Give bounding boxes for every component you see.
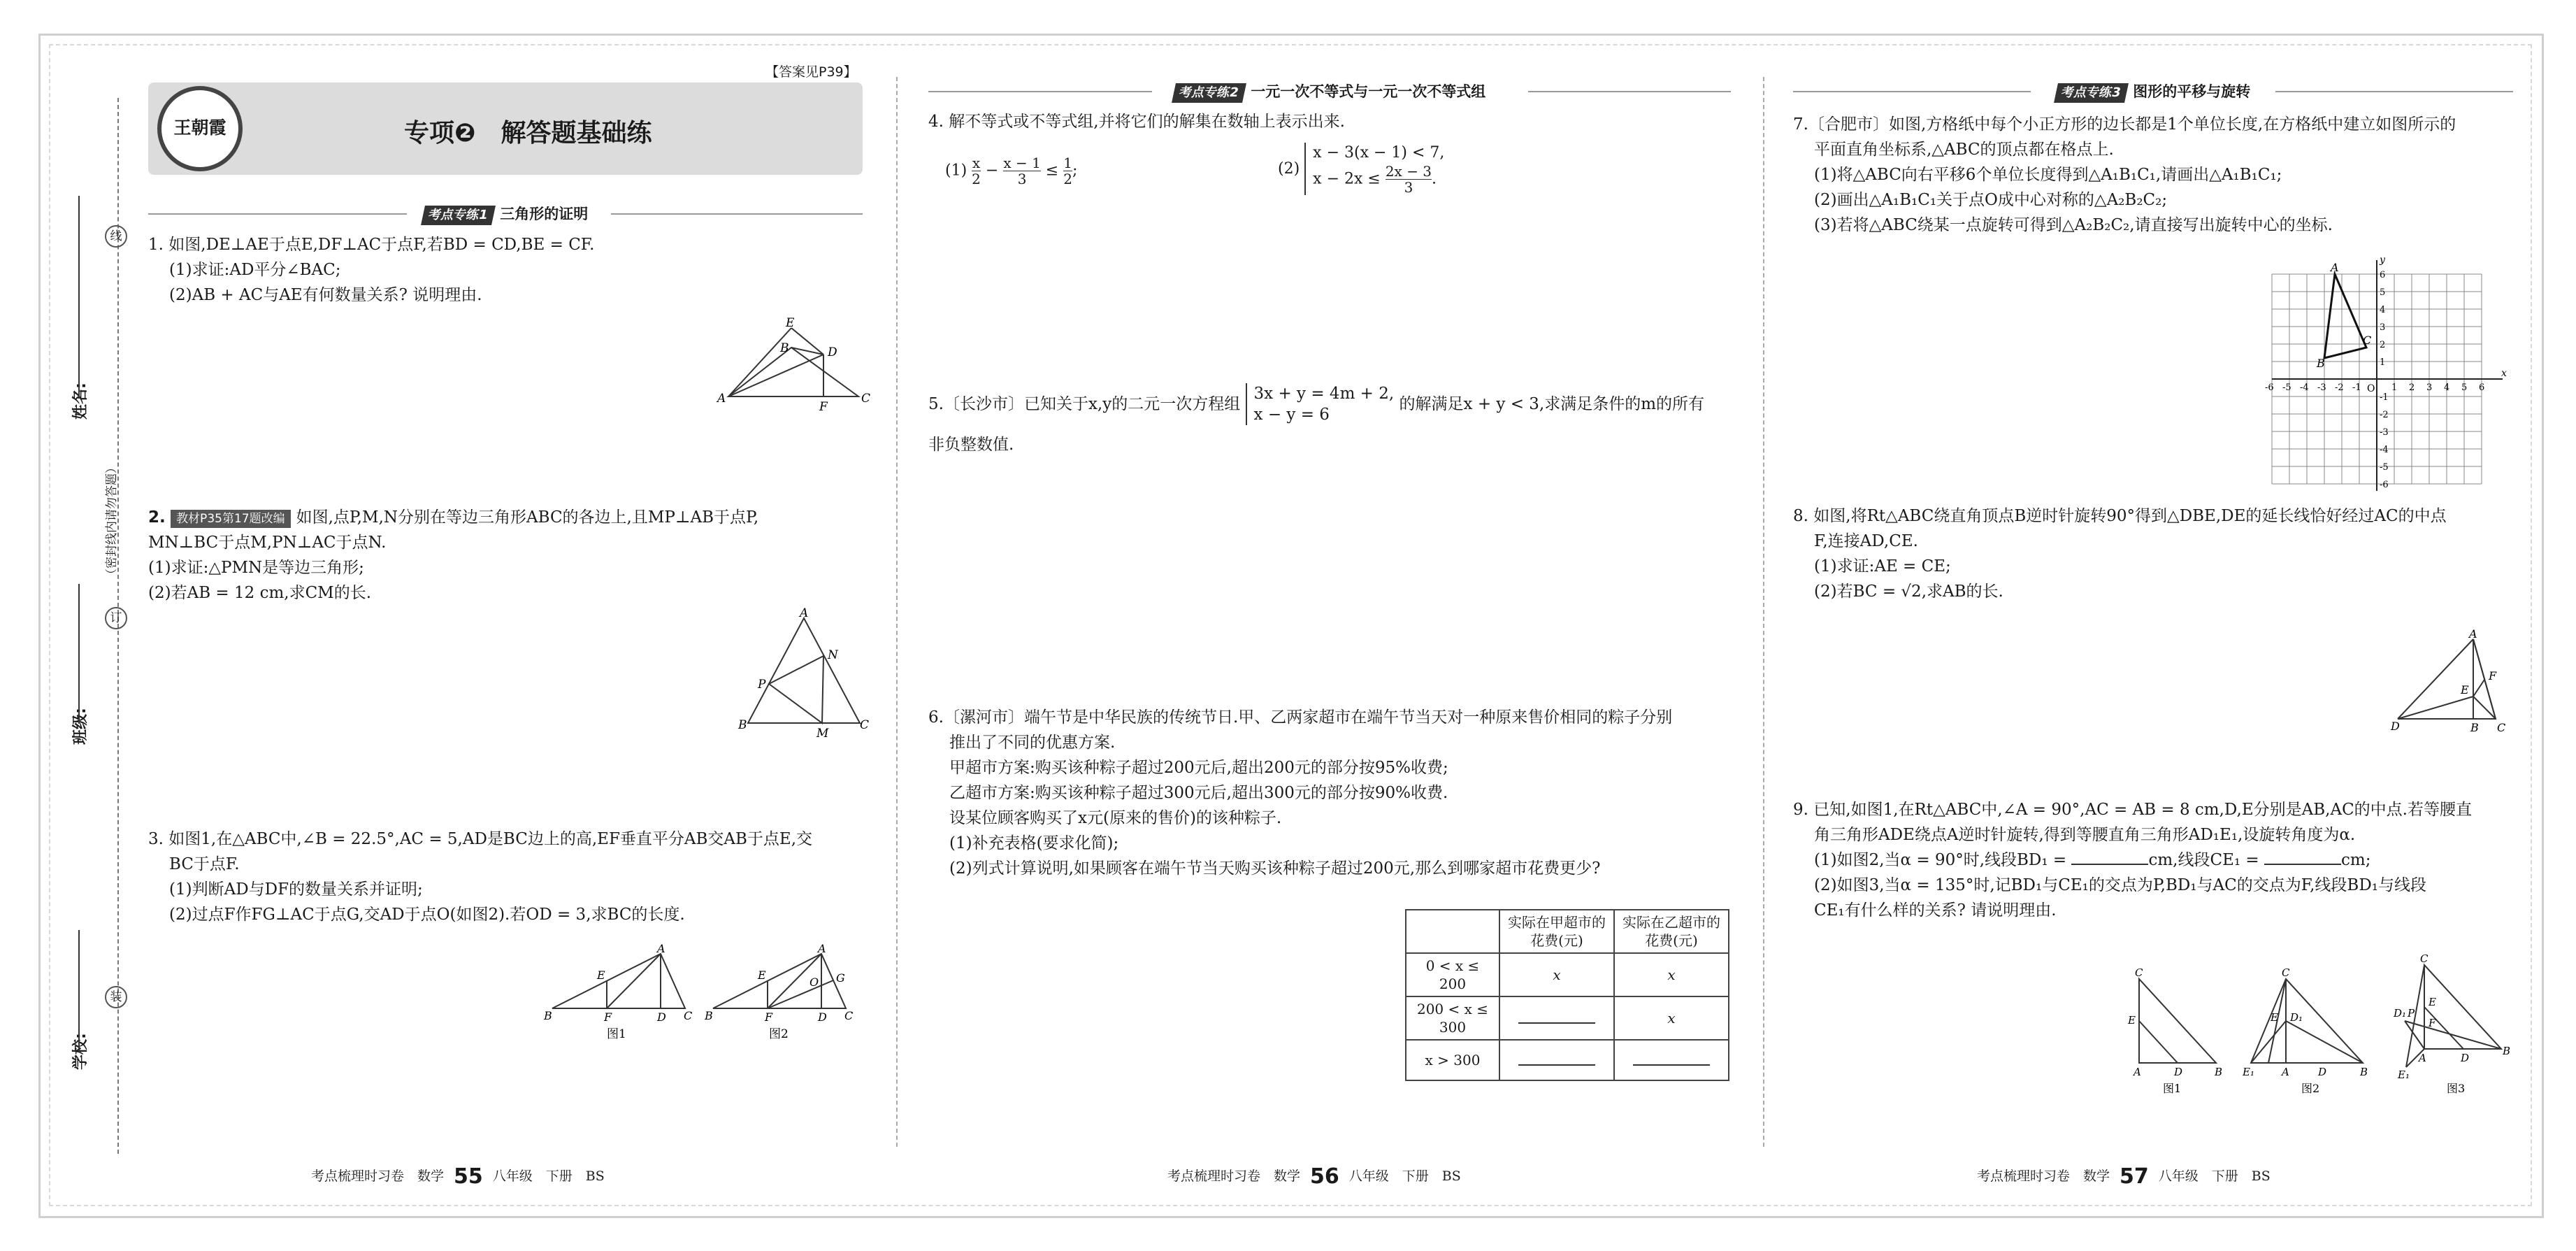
q4-part-2 bbox=[1278, 143, 1444, 195]
q3-line-4: (2)过点F作FG⊥AC于点G,交AD于点O(如图2).若OD = 3,求BC的长度. bbox=[169, 906, 685, 924]
q9-fig2-a: A bbox=[2282, 1066, 2289, 1078]
grid-x-tick-label: 3 bbox=[2426, 383, 2433, 393]
grid-x-tick-label: 5 bbox=[2461, 383, 2468, 393]
q9-fig3-bd1 bbox=[2405, 1021, 2501, 1049]
q7-line-1: 7.〔合肥市〕如图,方格纸中每个小正方形的边长都是1个单位长度,在方格纸中建立如图所示的 bbox=[1793, 115, 2456, 134]
q9-fig1-e: E bbox=[2128, 1014, 2136, 1027]
grid-y-tick-label: 4 bbox=[2380, 305, 2386, 315]
section-1-rule-left bbox=[148, 213, 407, 215]
grid-y-tick-label: 5 bbox=[2380, 287, 2386, 298]
q3-fig2-d: D bbox=[818, 1010, 827, 1024]
q6-table-r3-yi-blank[interactable] bbox=[1614, 1040, 1729, 1080]
section-3-bar bbox=[1793, 82, 2513, 101]
q6-table-r3-range: x > 300 bbox=[1406, 1040, 1499, 1080]
q9-fig3-a: A bbox=[2419, 1052, 2426, 1064]
section-3-title: 图形的平移与旋转 bbox=[2133, 83, 2251, 100]
grid-y-tick-label: -2 bbox=[2380, 410, 2389, 420]
q9-fig3-d1: D₁ bbox=[2394, 1007, 2407, 1020]
q4-frac-3 bbox=[1063, 155, 1072, 187]
q4-frac-4-den: 3 bbox=[1386, 179, 1432, 195]
q8-label-e: E bbox=[2461, 683, 2469, 696]
q9-fig1-caption: 图1 bbox=[2163, 1082, 2182, 1095]
q9-fig1-c: C bbox=[2135, 966, 2143, 979]
q4-frac-3-num: 1 bbox=[1063, 155, 1072, 171]
grid-y-tick-label: -4 bbox=[2380, 445, 2389, 455]
q2-line-1 bbox=[148, 505, 758, 530]
q6-table-h2: 实际在乙超市的花费(元) bbox=[1614, 910, 1729, 953]
q3-fig2-g: G bbox=[836, 971, 845, 985]
logo-badge bbox=[157, 86, 243, 171]
q1-triangle bbox=[728, 348, 858, 396]
q1-label-a: A bbox=[717, 392, 726, 406]
grid-y-tick-label: -6 bbox=[2380, 480, 2389, 490]
section-2-bar bbox=[928, 82, 1731, 101]
answer-reference: 【答案见P39】 bbox=[765, 64, 857, 80]
q8-label-a: A bbox=[2469, 627, 2477, 641]
q8-label-f: F bbox=[2489, 669, 2497, 682]
q9-fig2-bd1 bbox=[2286, 1021, 2363, 1063]
q4-frac-4 bbox=[1386, 164, 1432, 195]
q1-label-c: C bbox=[861, 392, 871, 406]
q8-label-c: C bbox=[2497, 721, 2506, 734]
q9-fig2-e: E bbox=[2271, 1011, 2278, 1024]
q9-blank-ce1[interactable] bbox=[2264, 850, 2341, 865]
q4-system bbox=[1304, 143, 1444, 195]
q3-fig1-e: E bbox=[597, 968, 605, 982]
q2-number: 2. bbox=[148, 508, 166, 527]
name-label: 姓名: bbox=[72, 383, 89, 420]
q3-fig2-f: F bbox=[765, 1010, 773, 1024]
q4-part-1: (1) $\frac{x}{2}$ − $\frac{x - 1}{3}$ ≤ $\frac{1}{2}$ ; bbox=[945, 155, 1078, 187]
q3-line-3: (1)判断AD与DF的数量关系并证明; bbox=[169, 880, 423, 899]
q6-table-row-1 bbox=[1406, 953, 1729, 996]
q6-table bbox=[1405, 909, 1729, 1081]
q2-line-2: MN⊥BC于点M,PN⊥AC于点N. bbox=[148, 534, 387, 552]
q9-fig3-b: B bbox=[2503, 1045, 2511, 1057]
q1-label-e: E bbox=[786, 316, 795, 330]
q1-ad-line bbox=[728, 355, 823, 396]
q6-table-row-3 bbox=[1406, 1040, 1729, 1080]
q3-line-2: BC于点F. bbox=[169, 855, 240, 873]
q9-fig1-d: D bbox=[2174, 1066, 2183, 1078]
q1-ae-line bbox=[728, 328, 791, 396]
q9-fig2-caption: 图2 bbox=[2301, 1082, 2320, 1095]
section-3-rule-right bbox=[2275, 91, 2513, 92]
q4-sys-line-2: x − 2x ≤ $\frac{2x - 3}{3}$ . bbox=[1313, 163, 1437, 196]
q7-label-a: A bbox=[2331, 261, 2339, 274]
footer-55-number: 55 bbox=[454, 1164, 483, 1189]
q9-fig1-de bbox=[2139, 1021, 2178, 1063]
q6-table-r1-yi: x bbox=[1614, 953, 1729, 996]
q9-fig1-b: B bbox=[2215, 1066, 2223, 1078]
grid-x-tick-label: 2 bbox=[2409, 383, 2415, 393]
q6-table-header bbox=[1406, 910, 1729, 953]
q2-label-a: A bbox=[800, 606, 809, 620]
q9-fig2-d1: D₁ bbox=[2290, 1011, 2303, 1024]
q6-table-row-2 bbox=[1406, 996, 1729, 1040]
class-line bbox=[78, 584, 80, 724]
grid-y-tick-label: 1 bbox=[2380, 357, 2386, 368]
q2-label-m: M bbox=[816, 727, 829, 741]
q8-line-1: 8. 如图,将Rt△ABC绕直角顶点B逆时针旋转90°得到△DBE,DE的延长线恰好经过AC的中点 bbox=[1793, 507, 2447, 525]
q4-frac-4-num: 2x − 3 bbox=[1385, 163, 1432, 180]
grid-y-tick-label: 6 bbox=[2380, 270, 2386, 280]
section-2-title: 一元一次不等式与一元一次不等式组 bbox=[1251, 83, 1486, 100]
seal-char-2: 订 bbox=[105, 607, 127, 629]
q1-figure bbox=[713, 316, 871, 416]
q4-sys-line-2-left: x − 2x ≤ bbox=[1313, 170, 1386, 188]
q9-fig2-e1d1 bbox=[2251, 1021, 2286, 1063]
q1-label-f: F bbox=[819, 400, 828, 414]
q1-line-3: (2)AB + AC与AE有何数量关系? 说明理由. bbox=[169, 286, 482, 304]
q3-fig2-a: A bbox=[818, 942, 826, 955]
q9-line-3b: cm,线段CE₁ = bbox=[2148, 851, 2264, 869]
q3-fig1-c: C bbox=[684, 1009, 693, 1022]
footer-55-book: 考点梳理时习卷 数学 bbox=[311, 1168, 445, 1184]
q9-fig3-f: F bbox=[2429, 1017, 2436, 1029]
q8-line-4: (2)若BC = √2,求AB的长. bbox=[1814, 582, 2003, 601]
q2-figure bbox=[734, 606, 870, 743]
footer-57-grade: 八年级 下册 BS bbox=[2158, 1168, 2271, 1184]
q7-line-5: (3)若将△ABC绕某一点旋转可得到△A₂B₂C₂,请直接写出旋转中心的坐标. bbox=[1814, 216, 2333, 234]
q5-line-1: 5.〔长沙市〕已知关于x,y的二元一次方程组 bbox=[928, 395, 1241, 413]
seal-char-3: 线 bbox=[105, 225, 127, 248]
q9-line-2: 角三角形ADE绕点A逆时针旋转,得到等腰直角三角形AD₁E₁,设旋转角度为α. bbox=[1814, 826, 2356, 844]
q9-fig2-b: B bbox=[2360, 1066, 2368, 1078]
q6-table-r1-jia: x bbox=[1499, 953, 1614, 996]
q5-eq-1: 3x + y = 4m + 2, bbox=[1253, 385, 1395, 403]
q1-label-b: B bbox=[780, 341, 789, 355]
footer-page-55 bbox=[311, 1164, 605, 1189]
question-9 bbox=[1793, 797, 2472, 923]
q4-frac-3-den: 2 bbox=[1063, 171, 1072, 187]
question-1 bbox=[148, 232, 595, 308]
q5-system bbox=[1246, 383, 1395, 425]
q5-eq-2: x − y = 6 bbox=[1253, 406, 1330, 424]
column-divider-1 bbox=[896, 77, 898, 1147]
grid-y-tick-label: -1 bbox=[2380, 392, 2389, 403]
q8-line-2: F,连接AD,CE. bbox=[1814, 532, 1918, 550]
page-title: 专项❷ 解答题基础练 bbox=[404, 119, 652, 148]
footer-55-grade: 八年级 下册 BS bbox=[492, 1168, 605, 1184]
grid-y-tick-label: 2 bbox=[2380, 340, 2386, 350]
q3-fig1-triangle bbox=[552, 954, 685, 1008]
q6-blank-1 bbox=[1518, 1008, 1595, 1024]
q4-frac-2 bbox=[1003, 155, 1040, 187]
q2-triangle-pmn bbox=[769, 656, 823, 723]
q7-triangle-abc bbox=[2324, 274, 2366, 358]
q9-fig2-c: C bbox=[2282, 966, 2290, 979]
q4-frac-1-den: 2 bbox=[972, 171, 981, 187]
q2-label-p: P bbox=[758, 678, 766, 692]
footer-page-57 bbox=[1977, 1164, 2271, 1189]
q6-table-r2-range: 200 < x ≤ 300 bbox=[1406, 996, 1499, 1040]
section-1-bar bbox=[148, 204, 863, 224]
grid-x-tick-label: 4 bbox=[2444, 383, 2450, 393]
q9-fig1-triangle bbox=[2139, 979, 2216, 1063]
q4-frac-1 bbox=[972, 155, 981, 187]
q3-fig2-o: O bbox=[810, 975, 819, 989]
school-line bbox=[78, 930, 80, 1052]
q6-blank-2 bbox=[1518, 1050, 1595, 1066]
q3-fig1-d: D bbox=[657, 1010, 666, 1024]
section-1-title: 三角形的证明 bbox=[500, 206, 589, 222]
footer-57-number: 57 bbox=[2120, 1164, 2149, 1189]
q8-label-d: D bbox=[2391, 720, 2400, 733]
q4-p1-label: (1) bbox=[945, 162, 967, 180]
q6-table-r1-range: 0 < x ≤ 200 bbox=[1406, 953, 1499, 996]
q3-fig1-f: F bbox=[604, 1010, 612, 1024]
q6-table-r3-jia-blank[interactable] bbox=[1499, 1040, 1614, 1080]
question-4 bbox=[928, 109, 1345, 134]
q9-fig2-triangle bbox=[2251, 979, 2363, 1063]
q7-line-4: (2)画出△A₁B₁C₁关于点O成中心对称的△A₂B₂C₂; bbox=[1814, 191, 2168, 209]
logo-text: 王朝霞 bbox=[173, 117, 226, 138]
q6-line-1: 6.〔漯河市〕端午节是中华民族的传统节日.甲、乙两家超市在端午节当天对一种原来售价相同的粽子分别 bbox=[928, 708, 1673, 727]
footer-page-56 bbox=[1167, 1164, 1461, 1189]
q6-line-7: (2)列式计算说明,如果顾客在端午节当天购买该种粽子超过200元,那么到哪家超市花费更少? bbox=[949, 859, 1601, 878]
q5-line-3: 非负整数值. bbox=[928, 436, 1014, 454]
q9-fig3-d: D bbox=[2461, 1052, 2470, 1064]
q9-line-5: CE₁有什么样的关系? 请说明理由. bbox=[1814, 901, 2057, 920]
seal-char-1: 装 bbox=[105, 986, 127, 1008]
grid-y-tick-label: -5 bbox=[2380, 462, 2389, 473]
q9-line-3c: cm; bbox=[2341, 851, 2371, 869]
q8-ad-line bbox=[2398, 639, 2473, 719]
q3-figures bbox=[538, 942, 867, 1043]
q7-coordinate-grid bbox=[2265, 253, 2510, 491]
grid-x-tick-label: 1 bbox=[2391, 383, 2398, 393]
q4-frac-2-num: x − 1 bbox=[1003, 155, 1041, 171]
school-label: 学校: bbox=[72, 1033, 89, 1070]
section-3-tag: 考点专练3 bbox=[2054, 83, 2128, 103]
q8-figure bbox=[2391, 629, 2517, 734]
section-2-tag: 考点专练2 bbox=[1172, 83, 1246, 103]
q3-fig1-af bbox=[607, 954, 661, 1008]
q9-fig3-caption: 图3 bbox=[2447, 1082, 2466, 1095]
q9-line-4: (2)如图3,当α = 135°时,记BD₁与CE₁的交点为P,BD₁与AC的交点为F,线段BD₁与线段 bbox=[1814, 876, 2426, 894]
q2-triangle-abc bbox=[748, 618, 860, 723]
q7-line-2: 平面直角坐标系,△ABC的顶点都在格点上. bbox=[1814, 141, 2114, 159]
q4-sys-line-1: x − 3(x − 1) < 7, bbox=[1313, 144, 1445, 162]
q9-figures bbox=[2118, 950, 2524, 1096]
grid-x-tick-label: 6 bbox=[2479, 383, 2485, 393]
q9-fig1-a: A bbox=[2134, 1066, 2141, 1078]
seal-note: （密封线内请勿答题） bbox=[105, 462, 119, 580]
q9-fig3-p: P bbox=[2408, 1007, 2415, 1020]
name-line bbox=[78, 196, 80, 399]
grid-x-tick-label: -4 bbox=[2300, 383, 2309, 393]
q6-line-2: 推出了不同的优惠方案. bbox=[949, 734, 1116, 752]
q3-fig2-c: C bbox=[844, 1009, 854, 1022]
q3-fig1-a: A bbox=[657, 942, 665, 955]
grid-x-tick-label: -1 bbox=[2352, 383, 2361, 393]
footer-56-number: 56 bbox=[1310, 1164, 1339, 1189]
grid-y-tick-label: -3 bbox=[2380, 427, 2389, 438]
section-1-rule-right bbox=[611, 213, 863, 215]
q2-label-c: C bbox=[860, 718, 870, 732]
q8-line-3: (1)求证:AE = CE; bbox=[1814, 557, 1951, 576]
q6-table-corner bbox=[1406, 910, 1499, 953]
footer-57-book: 考点梳理时习卷 数学 bbox=[1977, 1168, 2110, 1184]
q6-table-h1: 实际在甲超市的花费(元) bbox=[1499, 910, 1614, 953]
q6-line-3: 甲超市方案:购买该种粽子超过200元后,超出200元的部分按95%收费; bbox=[949, 759, 1448, 777]
grid-x-tick-label: -2 bbox=[2335, 383, 2344, 393]
q9-fig3-e: E bbox=[2429, 996, 2436, 1008]
q3-fig2-triangle bbox=[713, 954, 846, 1008]
q1-label-d: D bbox=[828, 345, 837, 359]
q3-fig2-b: B bbox=[705, 1009, 713, 1022]
q4-frac-1-num: x bbox=[972, 155, 981, 171]
q9-fig2-e1: E₁ bbox=[2243, 1066, 2254, 1078]
question-8 bbox=[1793, 503, 2447, 604]
q2-line-3: (1)求证:△PMN是等边三角形; bbox=[148, 559, 364, 577]
q6-line-6: (1)补充表格(要求化简); bbox=[949, 834, 1119, 852]
q2-line-4: (2)若AB = 12 cm,求CM的长. bbox=[148, 584, 372, 602]
q7-origin-label: O bbox=[2367, 383, 2375, 394]
q4-frac-2-den: 3 bbox=[1003, 171, 1040, 187]
q9-line-3 bbox=[1793, 848, 2472, 873]
section-2-rule-left bbox=[928, 91, 1152, 92]
q3-fig1-b: B bbox=[544, 1009, 552, 1022]
footer-56-book: 考点梳理时习卷 数学 bbox=[1167, 1168, 1301, 1184]
q3-fig2-e: E bbox=[758, 968, 766, 982]
grid-x-tick-label: -6 bbox=[2265, 383, 2274, 393]
grid-x-tick-label: -5 bbox=[2282, 383, 2291, 393]
q7-label-c: C bbox=[2363, 334, 2372, 347]
q1-line-2: (1)求证:AD平分∠BAC; bbox=[169, 261, 341, 279]
q6-table-r2-yi: x bbox=[1614, 996, 1729, 1040]
question-5 bbox=[928, 383, 1704, 457]
q9-fig3-e1: E₁ bbox=[2398, 1068, 2410, 1081]
column-divider-2 bbox=[1763, 77, 1764, 1147]
q3-fig2-caption: 图2 bbox=[769, 1027, 789, 1041]
footer-56-grade: 八年级 下册 BS bbox=[1348, 1168, 1461, 1184]
q7-x-label: x bbox=[2501, 368, 2507, 379]
q3-fig1-caption: 图1 bbox=[607, 1027, 626, 1041]
q3-line-1: 3. 如图1,在△ABC中,∠B = 22.5°,AC = 5,AD是BC边上的高,EF垂直平分AB交AB于点E,交 bbox=[148, 830, 813, 848]
q1-line-1: 1. 如图,DE⊥AE于点E,DF⊥AC于点F,若BD = CD,BE = CF. bbox=[148, 236, 595, 254]
q7-axis-ticks bbox=[2265, 270, 2484, 490]
q7-y-label: y bbox=[2380, 255, 2385, 266]
q2-line-1-text: 如图,点P,M,N分别在等边三角形ABC的各边上,且MP⊥AB于点P, bbox=[296, 508, 759, 527]
section-2-rule-right bbox=[1528, 91, 1731, 92]
q9-fig2-d: D bbox=[2318, 1066, 2327, 1078]
class-label: 班级: bbox=[72, 708, 89, 745]
q7-label-b: B bbox=[2317, 357, 2325, 370]
q8-ef-line bbox=[2473, 680, 2484, 696]
section-3-rule-left bbox=[1793, 91, 2031, 92]
grid-y-tick-label: 3 bbox=[2380, 322, 2386, 333]
q7-line-3: (1)将△ABC向右平移6个单位长度得到△A₁B₁C₁,请画出△A₁B₁C₁; bbox=[1814, 166, 2282, 184]
q3-fig2-fg bbox=[768, 980, 833, 1008]
grid-x-tick-label: -3 bbox=[2317, 383, 2326, 393]
q4-line-1: 4. 解不等式或不等式组,并将它们的解集在数轴上表示出来. bbox=[928, 113, 1345, 131]
q2-label-n: N bbox=[828, 648, 838, 662]
q2-label-b: B bbox=[738, 718, 747, 732]
q6-blank-3 bbox=[1633, 1050, 1710, 1066]
question-6 bbox=[928, 705, 1672, 881]
question-7 bbox=[1793, 112, 2456, 238]
q9-line-3a: (1)如图2,当α = 90°时,线段BD₁ = bbox=[1814, 851, 2072, 869]
q6-line-5: 设某位顾客购买了x元(原来的售价)的该种粽子. bbox=[949, 809, 1282, 827]
q9-fig3-c: C bbox=[2420, 952, 2429, 965]
q6-line-4: 乙超市方案:购买该种粽子超过300元后,超出300元的部分按90%收费. bbox=[949, 784, 1448, 802]
question-2 bbox=[148, 505, 758, 606]
question-3 bbox=[148, 827, 812, 927]
q6-table-r2-jia-blank[interactable] bbox=[1499, 996, 1614, 1040]
q5-line-2: 的解满足x + y < 3,求满足条件的m的所有 bbox=[1399, 395, 1705, 413]
q9-blank-bd1[interactable] bbox=[2071, 850, 2148, 865]
q8-label-b: B bbox=[2470, 721, 2479, 734]
q4-p2-label: (2) bbox=[1278, 160, 1300, 178]
q2-textbook-tag: 教材P35第17题改编 bbox=[171, 510, 291, 528]
q9-line-1: 9. 已知,如图1,在Rt△ABC中,∠A = 90°,AC = AB = 8 cm,D,E分别是AB,AC的中点.若等腰直 bbox=[1793, 801, 2472, 819]
section-1-tag: 考点专练1 bbox=[421, 206, 495, 225]
